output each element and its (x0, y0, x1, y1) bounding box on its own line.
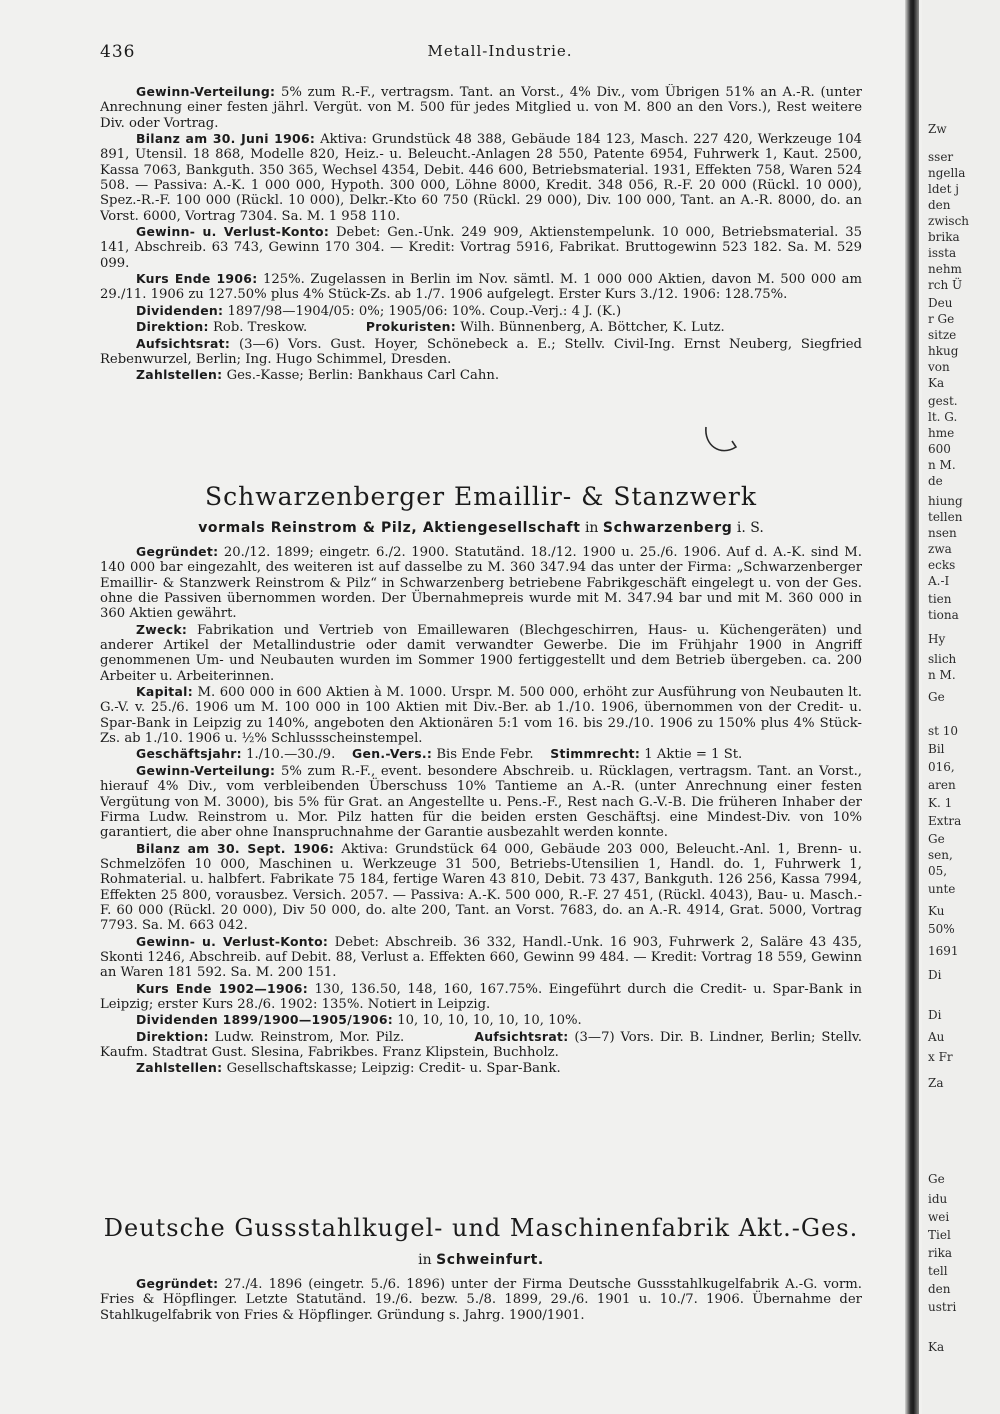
entry-gewinn-verlust (100, 224, 862, 271)
entry-gewinn-verlust (100, 934, 862, 981)
adjacent-page-text: hiung (928, 494, 963, 508)
adjacent-page-text: Zw (928, 122, 947, 136)
book-gutter (905, 0, 919, 1414)
entry-text: (3—7) Vors. Dir. B. Lindner, Berlin; Stellv. Kaufm. Stadtrat Gust. Slesina, Fabrikbes. Franz Klipstein, Buchholz. (100, 1029, 862, 1060)
adjacent-page-text: Ge (928, 690, 945, 704)
entry-zahlstellen (100, 367, 862, 383)
adjacent-page-text: de (928, 474, 943, 488)
section-gussstahlkugel (100, 1276, 862, 1338)
entry-gegruendet (100, 1276, 862, 1323)
entry-text: 1./10.—30./9. (246, 747, 336, 763)
entry-text: M. 600 000 in 600 Aktien à M. 1000. Urspr. M. 500 000, erhöht zur Ausführung von Neubauten lt. G.-V. v. 25./6. 1906 um M. 100 000 in 100 Aktien mit Div.-Ber. ab 1./10. 1906, übernommen von der Credit- u. Spar-Bank in Leipzig zu 140%, angeboten den Aktionären 5:1 vom 16. bis 29./10. 1906 zu 150% plus 4% Stück-Zs. ab 1./10. 1906 u. ½% Schlussscheinstempel. (100, 685, 862, 747)
entry-text: 10, 10, 10, 10, 10, 10, 10%. (397, 1013, 582, 1029)
label: Direktion: (136, 1028, 209, 1044)
adjacent-page-text: Za (928, 1076, 944, 1090)
adjacent-page-text: hkug (928, 344, 959, 358)
company-subtitle-in: in (418, 1252, 432, 1268)
adjacent-page-text: 600 (928, 442, 951, 456)
adjacent-page-text: Di (928, 968, 942, 982)
adjacent-page-text: tien (928, 592, 952, 606)
label: Dividenden 1899/1900—1905/1906: (136, 1012, 393, 1028)
adjacent-page-text: tell (928, 1264, 948, 1278)
entry-text: Bis Ende Febr. (436, 747, 534, 763)
label: Direktion: (136, 319, 209, 335)
entry-text: 125%. Zugelassen in Berlin im Nov. sämtl. M. 1 000 000 Aktien, davon M. 500 000 am 29./11. 1906 zu 127.50% plus 4% Stück-Zs. ab 1./7. 1906 aufgelegt. Erster Kurs 3./12. 1906: 128.75%. (100, 272, 862, 303)
adjacent-page-text: hme (928, 426, 955, 440)
entry-text: 27./4. 1896 (eingetr. 5./6. 1896) unter der Firma Deutsche Gussstahlkugelfabrik A.-G. vorm. Fries & Höpflinger. Letzte Statutänd. 19./6. bezw. 5./8. 1899, 29./6. 1901 u. 10./7. 1906. Übernahme der Stahlkugelfabrik von Fries & Höpflinger. Gründung s. Jahrg. 1900/1901. (100, 1277, 862, 1323)
adjacent-page-text: tiona (928, 608, 959, 622)
entry-kurs (100, 271, 862, 303)
entry-dividenden (100, 303, 862, 319)
adjacent-page-text: ecks (928, 558, 956, 572)
adjacent-page-text: x Fr (928, 1050, 953, 1064)
adjacent-page-text: den (928, 1282, 951, 1296)
entry-bilanz (100, 841, 862, 934)
entry-kurs (100, 981, 862, 1013)
adjacent-page-text: Hy (928, 632, 946, 646)
label: Gewinn-Verteilung: (136, 84, 276, 99)
adjacent-page-text: ngella (928, 166, 966, 180)
page-header (100, 42, 900, 62)
entry-text: (3—6) Vors. Gust. Hoyer, Schönebeck a. E.; Stellv. Civil-Ing. Ernst Neuberg, Siegfried Rebenwurzel, Berlin; Ing. Hugo Schimmel, Dresden. (100, 336, 862, 367)
label: Gewinn- u. Verlust-Konto: (136, 933, 329, 949)
entry-zahlstellen (100, 1060, 862, 1076)
adjacent-page-text: nehm (928, 262, 962, 276)
adjacent-page-text: Au (928, 1030, 945, 1044)
label: Prokuristen: (365, 319, 457, 335)
label: Geschäftsjahr: (136, 746, 242, 762)
entry-text: 130, 136.50, 148, 160, 167.75%. Eingeführt durch die Credit- u. Spar-Bank in Leipzig; erster Kurs 28./6. 1902: 135%. Notiert in Leipzig. (100, 981, 862, 1012)
entry-kapital (100, 684, 862, 746)
adjacent-page-text: slich (928, 652, 957, 666)
adjacent-page-text: Deu (928, 296, 953, 310)
adjacent-page-text: sen, (928, 848, 953, 862)
company-title: Schwarzenberger Emaillir- & Stanzwerk (204, 482, 758, 511)
entry-text: Aktiva: Grundstück 64 000, Gebäude 203 000, Beleucht.-Anl. 1, Brenn- u. Schmelzöfen 10 000, Maschinen u. Werkzeuge 31 500, Betriebs-Utensilien 1, Handl. do. 1, Fuhrwerk 1, Rohmaterial. u. halbfert. Fabrikate 75 184, fertige Waren 43 810, Debit. 73 437, Bankguth. 126 256, Kassa 7994, Effekten 25 800, vorausbez. Versich. 2057. — Passiva: A.-K. 500 000, R.-F. 27 451, (Rückl. 4043), Bau- u. Masch.-F. 60 000 (Rückl. 20 000), Div 50 000, do. alte 200, Tant. an Vorst. 7683, do. an A.-R. 4914, Grat. 5000, Vortrag 7793. Sa. M. 663 042. (100, 841, 862, 934)
label: Aufsichtsrat: (136, 335, 231, 351)
adjacent-page-text: idu (928, 1192, 948, 1206)
entry-text: Aktiva: Grundstück 48 388, Gebäude 184 123, Masch. 227 420, Werkzeuge 104 891, Utensil. 18 868, Modelle 820, Heiz.- u. Beleucht.-Anlagen 28 550, Patente 6954, Fuhrwerk 1, Kaut. 2500, Kassa 7063, Bankguth. 350 365, Wechsel 4354, Debit. 446 600, Betriebsmaterial. 1931, Effekten 758, Waren 524 508. — Passiva: A.-K. 1 000 000, Hypoth. 300 000, Löhne 8000, Kredit. 348 056, R.-F. 20 000 (Rückl. 10 000), Spez.-R.-F. 100 000 (Rückl. 10 000), Delkr.-Kto 60 750 (Rückl. 29 000), Div. 100 000, Tant. an A.-R. 8000, do. an Vorst. 6000, Vortrag 7304. Sa. M. 1 958 110. (100, 132, 862, 224)
adjacent-page-text: 1691 (928, 944, 959, 958)
label: Bilanz am 30. Sept. 1906: (136, 840, 335, 856)
adjacent-page-text: Ge (928, 832, 945, 846)
entry-direktion (100, 1029, 862, 1061)
label: Zweck: (136, 621, 188, 637)
entry-aufsichtsrat (100, 336, 862, 368)
label: Dividenden: (136, 302, 224, 318)
entry-gewinn-verteilung (100, 84, 862, 131)
company-subtitle-place: Schwarzenberg (602, 520, 733, 536)
section-schwarzenberger (100, 544, 862, 1204)
adjacent-page-text: Tiel (928, 1228, 951, 1242)
label: Stimmrecht: (550, 746, 641, 762)
label: Zahlstellen: (136, 367, 223, 383)
label: Gen.-Vers.: (352, 746, 433, 762)
company-subtitle-suffix: i. S. (736, 520, 764, 536)
label: Gewinn- u. Verlust-Konto: (136, 224, 330, 240)
adjacent-page-text: A.-I (928, 574, 950, 588)
entry-gewinn-verteilung (100, 763, 862, 841)
adjacent-page-text: ustri (928, 1300, 957, 1314)
adjacent-page-text: n M. (928, 458, 956, 472)
company-subtitle-name: vormals Reinstrom & Pilz, Aktiengesellschaft (198, 520, 581, 536)
adjacent-page-text: zwisch (928, 214, 970, 228)
entry-text: 1897/98—1904/05: 0%; 1905/06: 10%. Coup.-Verj.: 4 J. (K.) (227, 303, 622, 319)
adjacent-page-text: unte (928, 882, 956, 896)
label: Kurs Ende 1906: (136, 271, 258, 287)
entry-text: Ges.-Kasse; Berlin: Bankhaus Carl Cahn. (226, 368, 500, 384)
entry-text: Debet: Abschreib. 36 332, Handl.-Unk. 16 903, Fuhrwerk 2, Saläre 43 435, Skonti 1246, Abschreib. auf Debit. 88, Verlust a. Effekten 660, Gewinn 99 484. — Kredit: Vortrag 18 559, Gewinn an Waren 181 592. Sa. M. 200 151. (100, 934, 862, 981)
adjacent-page-text: Ka (928, 1340, 945, 1354)
label: Gegründet: (136, 1276, 219, 1291)
entry-text: Debet: Gen.-Unk. 249 909, Aktienstempelunk. 10 000, Betriebsmaterial. 35 141, Abschreib. 63 743, Gewinn 170 304. — Kredit: Vortrag 5916, Fabrikat. Bruttogewinn 523 182. Sa. M. 529 099. (100, 225, 862, 271)
adjacent-page-text: Bil (928, 742, 945, 756)
company-subtitle (100, 520, 862, 536)
adjacent-page-text: nsen (928, 526, 957, 540)
adjacent-page-text: rch Ü (928, 278, 963, 292)
adjacent-page-text: sser (928, 150, 954, 164)
adjacent-page-text: issta (928, 246, 957, 260)
company-title: Deutsche Gussstahlkugel- und Maschinenfabrik Akt.-Ges. (103, 1214, 859, 1242)
adjacent-page-text: st 10 (928, 724, 959, 738)
page-number: 436 (100, 42, 136, 62)
adjacent-page-text: gest. (928, 394, 958, 408)
adjacent-page-text: lt. G. (928, 410, 958, 424)
entry-text: Rob. Treskow. (212, 320, 308, 336)
adjacent-page-text: 50% (928, 922, 955, 936)
label: Kurs Ende 1902—1906: (136, 980, 308, 996)
adjacent-page-text: zwa (928, 542, 952, 556)
company-subtitle-in: in (584, 520, 599, 536)
label: Gegründet: (136, 544, 219, 559)
adjacent-page-text: 05, (928, 864, 948, 878)
adjacent-page-text: r Ge (928, 312, 955, 326)
adjacent-page-text: K. 1 (928, 796, 953, 810)
adjacent-page-text: Ka (928, 376, 945, 390)
entry-geschaeftsjahr (100, 746, 862, 762)
label: Gewinn-Verteilung: (136, 762, 276, 778)
entry-text: 1 Aktie = 1 St. (644, 747, 743, 763)
adjacent-page-text: sitze (928, 328, 957, 342)
label: Kapital: (136, 684, 193, 700)
entry-text: Gesellschaftskasse; Leipzig: Credit- u. Spar-Bank. (226, 1061, 561, 1077)
adjacent-page-text: n M. (928, 668, 956, 682)
adjacent-page-text: tellen (928, 510, 963, 524)
entry-direktion (100, 319, 862, 335)
handwritten-mark-icon (702, 421, 742, 461)
entry-text: Ludw. Reinstrom, Mor. Pilz. (214, 1029, 405, 1045)
adjacent-page-text: von (928, 360, 950, 374)
adjacent-page-text: Di (928, 1008, 942, 1022)
adjacent-page-text: rika (928, 1246, 952, 1260)
entry-dividenden (100, 1012, 862, 1028)
label: Bilanz am 30. Juni 1906: (136, 131, 316, 147)
adjacent-page-text: Ku (928, 904, 945, 918)
company-subtitle (100, 1252, 862, 1268)
running-head: Metall-Industrie. (427, 42, 573, 60)
entry-bilanz (100, 131, 862, 224)
adjacent-page-text: wei (928, 1210, 950, 1224)
adjacent-page-text: den (928, 198, 951, 212)
entry-text: Wilh. Bünnenberg, A. Böttcher, K. Lutz. (460, 320, 725, 336)
section-previous-company (100, 84, 862, 464)
adjacent-page-text: ldet j (928, 182, 959, 196)
entry-gegruendet (100, 544, 862, 622)
adjacent-page-text: 016, (928, 760, 955, 774)
label: Aufsichtsrat: (474, 1028, 569, 1044)
adjacent-page-text: aren (928, 778, 956, 792)
entry-text: 20./12. 1899; eingetr. 6./2. 1900. Statutänd. 18./12. 1900 u. 25./6. 1906. Auf d. A.-K. sind M. 140 000 bar eingezahlt, des weiteren ist auf dasselbe zu M. 360 347.94 das unter der Firma: „Schwarzenberger Emaillir- & Stanzwerk Reinstrom & Pilz“ in Schwarzenberg betriebene Fabrikgeschäft eingelegt u. von der Ges. ohne die Passiven übernommen worden. Der Übernahmepreis wurde mit M. 347.94 bar und mit M. 360 000 in 360 Aktien gewährt. (100, 545, 862, 622)
entry-text: Fabrikation und Vertrieb von Emaillewaren (Blechgeschirren, Haus- u. Küchengeräten) und anderer Artikel der Metallindustrie oder damit verwandter Gewerbe. Die im Frühjahr 1900 in Angriff genommenen Um- und Neubauten wurden im Sommer 1900 fertiggestellt und dem Betrieb übergeben. ca. 200 Arbeiter u. Arbeiterinnen. (100, 622, 862, 684)
company-subtitle-place: Schweinfurt. (436, 1252, 544, 1268)
adjacent-page-text: brika (928, 230, 960, 244)
entry-text: 5% zum R.-F., event. besondere Abschreib. u. Rücklagen, vertragsm. Tant. an Vorst., hierauf 4% Div., vom verbleibenden Überschuss 10% Tantieme an A.-R. (unter Anrechnung einer festen Vergütung von M. 3000), bis 5% für Grat. an Angestellte u. Pens.-F., Rest nach G.-V.-B. Die früheren Inhaber der Firma Ludw. Reinstrom u. Mor. Pilz hatten für die beiden ersten Geschäftsj. eine Mindest-Div. von 10% garantiert, die aber ohne Inanspruchnahme der Garantie ausbezahlt werden konnte. (100, 763, 862, 841)
label: Zahlstellen: (136, 1060, 223, 1076)
adjacent-page-text: Extra (928, 814, 962, 828)
adjacent-page-fragment (922, 0, 1000, 1414)
entry-text: 5% zum R.-F., vertragsm. Tant. an Vorst., 4% Div., vom Übrigen 51% an A.-R. (unter Anrechnung einer festen jährl. Vergüt. von M. 500 für jedes Mitglied u. von M. 800 an den Vors.), Rest weitere Div. oder Vortrag. (100, 85, 862, 131)
entry-zweck (100, 622, 862, 684)
adjacent-page-text: Ge (928, 1172, 945, 1186)
